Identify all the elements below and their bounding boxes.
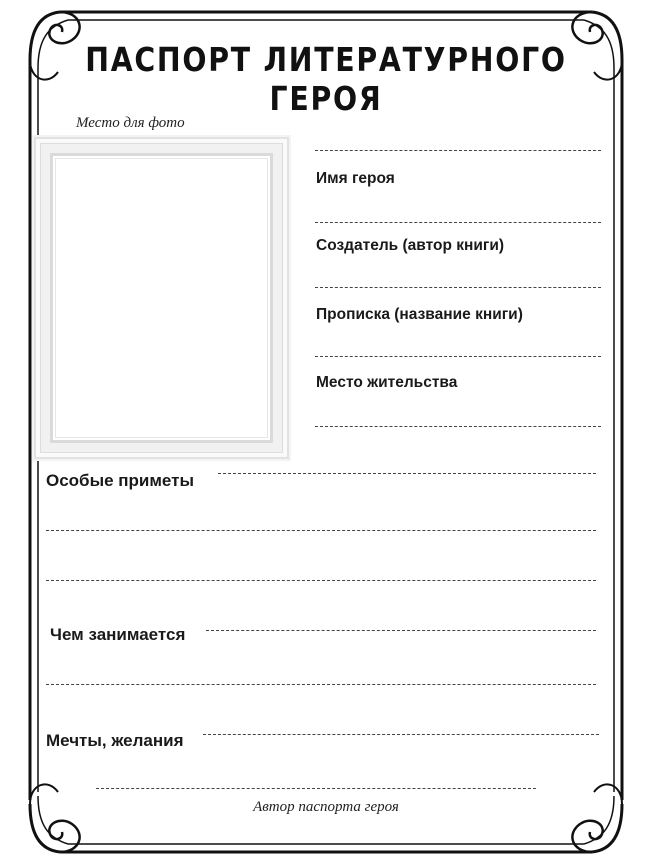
features-input-line[interactable] — [218, 473, 596, 474]
registration-input-line[interactable] — [315, 287, 601, 288]
ornamental-corner-icon — [572, 784, 622, 852]
ornamental-corner-icon — [30, 784, 80, 852]
author-signature-line[interactable] — [96, 788, 536, 789]
residence-extra-line[interactable] — [315, 426, 601, 427]
features-line-3[interactable] — [46, 580, 596, 581]
photo-placeholder[interactable] — [40, 143, 283, 453]
page-title: ПАСПОРТ ЛИТЕРАТУРНОГО ГЕРОЯ — [85, 40, 567, 118]
occupation-label: Чем занимается — [50, 625, 186, 644]
occupation-input-line[interactable] — [206, 630, 596, 631]
registration-label: Прописка (название книги) — [316, 306, 523, 323]
creator-input-line[interactable] — [315, 222, 601, 223]
residence-label: Место жительства — [316, 374, 458, 391]
name-input-line[interactable] — [315, 150, 601, 151]
author-caption: Автор паспорта героя — [253, 799, 399, 815]
occupation-line-2[interactable] — [46, 684, 596, 685]
features-line-2[interactable] — [46, 530, 596, 531]
photo-area — [55, 158, 268, 438]
residence-input-line[interactable] — [315, 356, 601, 357]
name-label: Имя героя — [316, 170, 395, 187]
features-label: Особые приметы — [46, 471, 195, 490]
dreams-input-line[interactable] — [203, 734, 599, 735]
dreams-label: Мечты, желания — [46, 731, 184, 750]
photo-caption: Место для фото — [76, 115, 185, 131]
creator-label: Создатель (автор книги) — [316, 237, 505, 254]
